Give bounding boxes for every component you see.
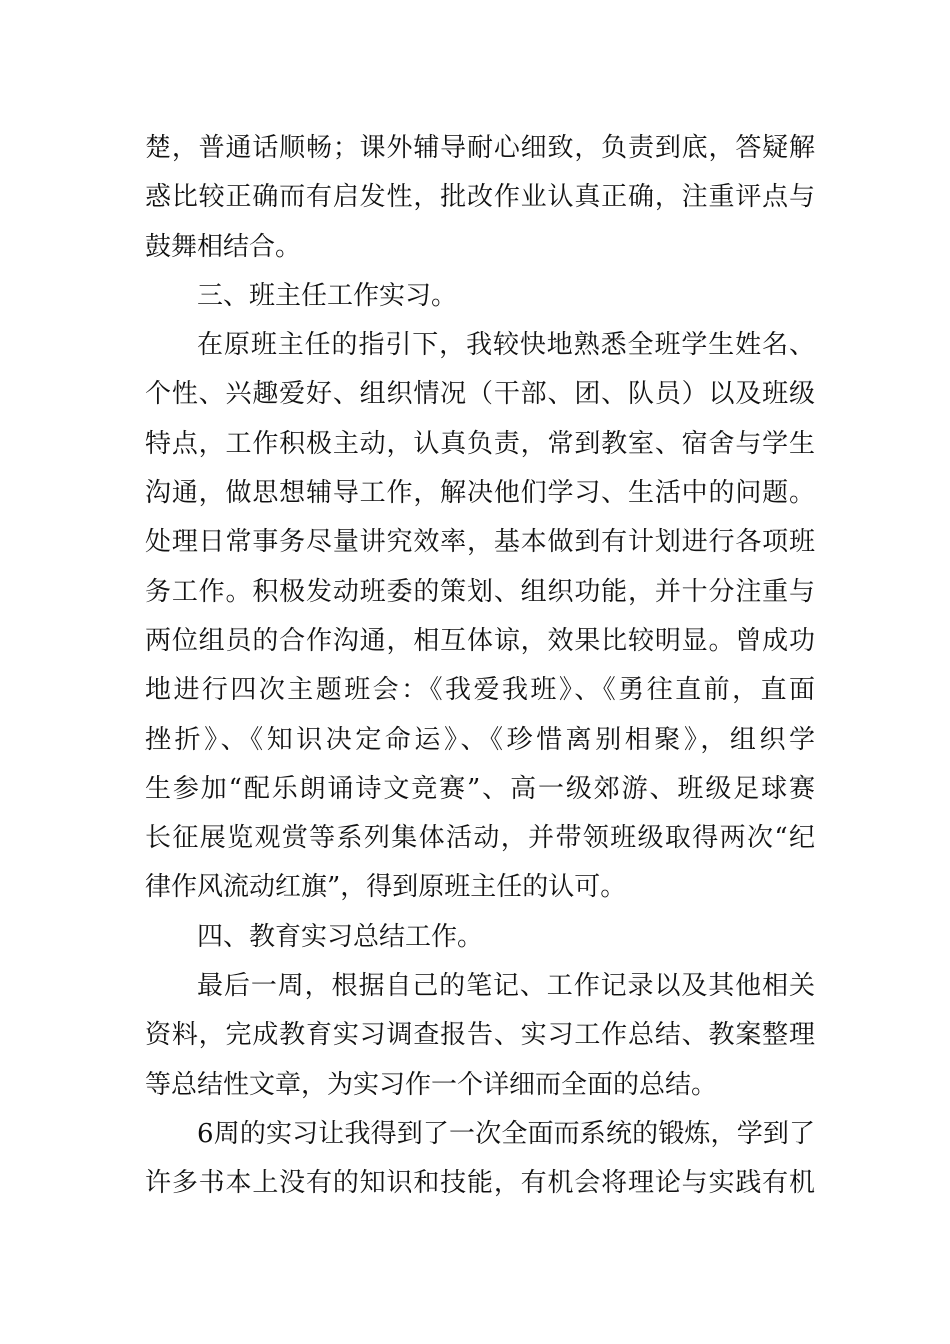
body-text xyxy=(145,124,815,1209)
text-line: 最后一周，根据自己的笔记、工作记录以及其他相关 xyxy=(197,971,815,1002)
text-line: 挫折》、《知识决定命运》、《珍惜离别相聚》，组织学 xyxy=(145,724,815,755)
text-line: 沟通，做思想辅导工作，解决他们学习、生活中的问题。 xyxy=(145,478,815,509)
text-line: 6周的实习让我得到了一次全面而系统的锻炼，学到了 xyxy=(197,1118,815,1149)
text-line: 特点，工作积极主动，认真负责，常到教室、宿舍与学生 xyxy=(145,428,815,459)
section-heading: 三、班主任工作实习。 xyxy=(197,280,458,311)
text-line: 资料，完成教育实习调查报告、实习工作总结、教案整理 xyxy=(145,1020,815,1051)
text-line: 两位组员的合作沟通，相互体谅，效果比较明显。曾成功 xyxy=(145,625,815,656)
text-line: 生参加“配乐朗诵诗文竞赛”、高一级郊游、班级足球赛 xyxy=(145,773,815,804)
text-line: 律作风流动红旗”，得到原班主任的认可。 xyxy=(145,872,627,903)
text-line: 处理日常事务尽量讲究效率，基本做到有计划进行各项班 xyxy=(145,527,815,558)
text-line: 惑比较正确而有启发性，批改作业认真正确，注重评点与 xyxy=(145,182,815,213)
text-line: 个性、兴趣爱好、组织情况（干部、团、队员）以及班级 xyxy=(145,379,815,410)
text-line: 等总结性文章，为实习作一个详细而全面的总结。 xyxy=(145,1069,718,1100)
text-line: 楚，普通话顺畅；课外辅导耐心细致，负责到底，答疑解 xyxy=(145,133,815,163)
text-line: 务工作。积极发动班委的策划、组织功能，并十分注重与 xyxy=(145,576,815,607)
text-line: 许多书本上没有的知识和技能，有机会将理论与实践有机 xyxy=(145,1168,815,1199)
section-heading: 四、教育实习总结工作。 xyxy=(197,921,484,952)
text-line: 地进行四次主题班会：《我爱我班》、《勇往直前，直面 xyxy=(145,675,815,706)
text-line: 鼓舞相结合。 xyxy=(145,231,302,262)
text-line: 在原班主任的指引下，我较快地熟悉全班学生姓名、 xyxy=(197,330,815,361)
text-line: 长征展览观赏等系列集体活动，并带领班级取得两次“纪 xyxy=(145,823,815,854)
